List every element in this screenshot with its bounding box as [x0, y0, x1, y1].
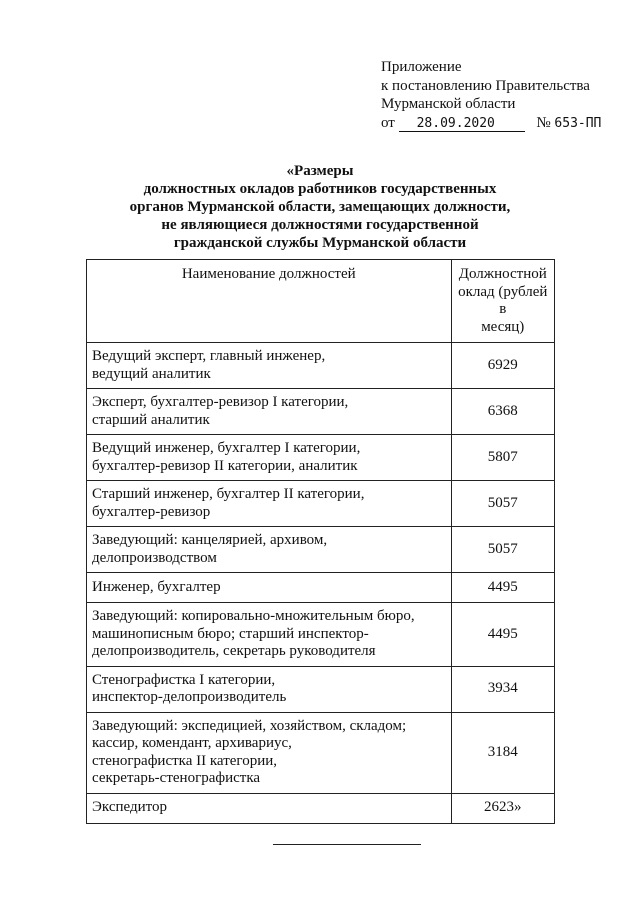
salary-cell: 3184 — [451, 712, 555, 793]
title-line: не являющиеся должностями государственной — [161, 217, 479, 233]
position-name-cell — [87, 435, 452, 481]
table-header-row — [87, 260, 555, 343]
position-name-cell — [87, 343, 452, 389]
appendix-title: Приложение — [381, 59, 462, 75]
appendix-reference: к постановлению Правительства — [381, 77, 590, 94]
title-line: «Размеры — [286, 163, 354, 179]
salary-cell: 3934 — [451, 666, 555, 712]
position-name-line: инспектор-делопроизводитель — [92, 689, 287, 705]
salary-header-line: оклад (рублей в — [458, 283, 548, 317]
title-line: гражданской службы Мурманской области — [173, 235, 467, 251]
table-row — [87, 389, 555, 435]
position-name-line: делопроизводитель, секретарь руководителя — [92, 643, 376, 659]
position-name-line: Заведующий: копировально-множительным бюро, — [92, 608, 415, 624]
position-name-line: Заведующий: канцелярией, архивом, — [92, 532, 328, 548]
position-name-cell — [87, 481, 452, 527]
position-name-line: ведущий аналитик — [92, 365, 211, 382]
position-name-cell — [87, 712, 452, 793]
salary-cell: 4495 — [451, 603, 555, 667]
position-name-line: секретарь-стенографистка — [92, 770, 261, 786]
table-row — [87, 666, 555, 712]
appendix-block — [381, 58, 601, 133]
table-row — [87, 481, 555, 527]
decree-date: 28.09.2020 — [399, 116, 525, 132]
document-title — [90, 162, 550, 252]
table-body — [87, 343, 555, 824]
number-label: № — [536, 114, 551, 131]
salary-cell: 5057 — [451, 481, 555, 527]
position-name-line: Инженер, бухгалтер — [92, 578, 221, 595]
decree-number: 653-ПП — [554, 115, 602, 131]
salary-cell: 6368 — [451, 389, 555, 435]
salary-cell: 6929 — [451, 343, 555, 389]
position-name-cell — [87, 527, 452, 573]
position-name-line: Экспедитор — [92, 799, 167, 816]
position-name-line: кассир, комендант, архивариус, — [92, 735, 292, 751]
salary-table — [86, 259, 555, 824]
from-label: от — [381, 114, 395, 131]
position-name-line: бухгалтер-ревизор II категории, аналитик — [92, 457, 358, 474]
table-row — [87, 573, 555, 603]
position-name-cell — [87, 793, 452, 823]
salary-header-line: месяц) — [481, 318, 525, 335]
closing-divider — [273, 844, 421, 845]
position-name-cell — [87, 389, 452, 435]
position-name-line: Заведующий: экспедицией, хозяйством, складом; — [92, 717, 407, 734]
table-row — [87, 712, 555, 793]
position-name-cell — [87, 603, 452, 667]
position-name-line: делопроизводством — [92, 549, 217, 566]
position-name-line: Ведущий инженер, бухгалтер I категории, — [92, 440, 361, 456]
position-name-line: Эксперт, бухгалтер-ревизор I категории, — [92, 394, 349, 410]
salary-cell: 5807 — [451, 435, 555, 481]
salary-cell: 2623» — [451, 793, 555, 823]
position-name-line: старший аналитик — [92, 411, 210, 428]
salary-cell: 4495 — [451, 573, 555, 603]
position-name-cell — [87, 573, 452, 603]
table-row — [87, 435, 555, 481]
title-line: органов Мурманской области, замещающих должности, — [129, 199, 511, 215]
table-row — [87, 603, 555, 667]
salary-header-line: Должностной — [458, 266, 547, 282]
position-name-line: Старший инженер, бухгалтер II категории, — [92, 486, 365, 502]
position-name-line: Ведущий эксперт, главный инженер, — [92, 348, 326, 364]
position-name-line: стенографистка II категории, — [92, 752, 278, 769]
position-name-cell — [87, 666, 452, 712]
table-row — [87, 527, 555, 573]
column-header-name: Наименование должностей — [87, 260, 452, 343]
column-header-salary — [451, 260, 555, 343]
appendix-region: Мурманской области — [381, 96, 516, 112]
position-name-line: бухгалтер-ревизор — [92, 503, 211, 520]
salary-cell: 5057 — [451, 527, 555, 573]
position-name-line: машинописным бюро; старший инспектор- — [92, 625, 369, 642]
table-row — [87, 343, 555, 389]
position-name-line: Стенографистка I категории, — [92, 671, 276, 688]
appendix-date-number — [381, 114, 601, 134]
table-row — [87, 793, 555, 823]
title-line: должностных окладов работников государственных — [143, 181, 497, 197]
